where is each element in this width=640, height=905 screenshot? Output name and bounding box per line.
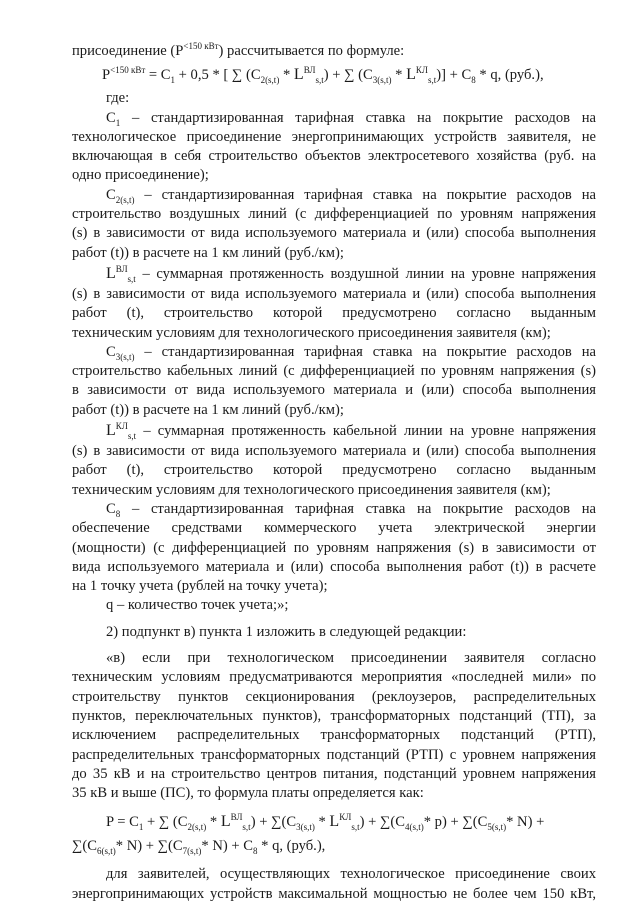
text-line: пунктов, переключательных пунктов), трансформаторных подстанций (ТП), за bbox=[72, 707, 596, 724]
text-line: энергопринимающих устройств максимальной мощностью не более чем 150 кВт, bbox=[72, 885, 596, 902]
text-line: одно присоединение); bbox=[72, 167, 209, 184]
text-line: $C_{3(s,t)}$ – стандартизированная тарифная ставка на покрытие расходов на bbox=[106, 343, 596, 362]
text-line: обеспечение средствами коммерческого учета электрической энергии bbox=[72, 520, 596, 537]
text-line: вида используемого материала и (или) способа выполнения работ (t)) в расчете bbox=[72, 558, 596, 575]
text-line: $C_1$ – стандартизированная тарифная ставка на покрытие расходов на bbox=[106, 109, 596, 128]
text-line: на 1 точку учета (рублей на точку учета); bbox=[72, 578, 328, 595]
text-line: (мощности) (с дифференциацией по уровням напряжения (s) в зависимости от bbox=[72, 539, 596, 556]
text-line: для заявителей, осуществляющих технологическое присоединение своих bbox=[106, 866, 596, 883]
text-line: $L^{ВЛ}_{s,t}$ – суммарная протяженность воздушной линии на уровне напряжения bbox=[106, 264, 596, 284]
text-line: $C_8$ – стандартизированная тарифная ставка на покрытие расходов на bbox=[106, 500, 596, 519]
text-line: присоединение $(P^{<150 кВт})$ рассчитывается по формуле: bbox=[72, 41, 405, 59]
text-line: (s) в зависимости от вида используемого материала и (или) способа выполнения bbox=[72, 285, 596, 302]
text-line: 2) подпункт в) пункта 1 изложить в следующей редакции: bbox=[106, 623, 467, 640]
text-line: в зависимости от вида используемого материала и (или) способа выполнения bbox=[72, 382, 596, 399]
text-line: $C_{2(s,t)}$ – стандартизированная тарифная ставка на покрытие расходов на bbox=[106, 186, 596, 205]
text-line: техническим условиям предусматриваются мероприятия «последней мили» по bbox=[72, 669, 596, 686]
text-line: технологическое присоединение энергопринимающих устройств заявителя, не bbox=[72, 128, 596, 145]
text-line: (s) в зависимости от вида используемого материала и (или) способа выполнения bbox=[72, 225, 596, 242]
text-line: работ (t), строительство которой предусмотрено согласно выданным bbox=[72, 305, 596, 322]
text-line: техническим условиям для технологического присоединения заявителя (км); bbox=[72, 481, 551, 498]
text-line: техническим условиям для технологического присоединения заявителя (км); bbox=[72, 324, 551, 341]
formula-1: $P^{<150 кВт} = C_1 + 0,5$ * [ ∑ $(C_{2(s,t)} * L^{ВЛ}_{s,t})$ + ∑ $(C_{3(s,t)} * L^{КЛ}_{s,t})] + C_8 * q$, (руб.), bbox=[102, 65, 544, 86]
text-line: строительство кабельных линий (с дифференциацией по уровням напряжения (s) bbox=[72, 363, 596, 380]
text-line: до 35 кВ и на строительство центров питания, подстанций уровнем напряжения bbox=[72, 765, 596, 782]
text-line: $L^{КЛ}_{s,t}$ – суммарная протяженность кабельной линии на уровне напряжения bbox=[106, 421, 596, 441]
formula-2-line-1: $P = C_1$ + ∑ $(C_{2(s,t)} * L^{ВЛ}_{s,t}) + \sum(C_{3(s,t)} * L^{КЛ}_{s,t}) + \sum(C_{4(s,t)}*$ $p) + \sum(C_{5(s,t)}*$ N) + bbox=[106, 812, 545, 833]
text-line: «в) если при технологическом присоединении заявителя согласно bbox=[106, 650, 596, 667]
text-line: включающая в себя строительство объектов электросетевого хозяйства (руб. на bbox=[72, 148, 596, 165]
text-line: строительству пунктов секционирования (реклоузеров, распределительных bbox=[72, 688, 596, 705]
text-line: работ (t)) в расчете на 1 км линий (руб./км); bbox=[72, 244, 344, 261]
text-line: строительство воздушных линий (с дифференциацией по уровням напряжения bbox=[72, 206, 596, 223]
text-line: работ (t), строительство которой предусмотрено согласно выданным bbox=[72, 462, 596, 479]
text-line: (s) в зависимости от вида используемого материала и (или) способа выполнения bbox=[72, 443, 596, 460]
formula-2-line-2: $\sum(C_{6(s,t)}*$ $N) + \sum(C_{7(s,t)}*$ $N) + C_8 * q$, (руб.), bbox=[72, 838, 326, 857]
text-line: 35 кВ и выше (ПС), то формула платы определяется как: bbox=[72, 785, 424, 802]
text-line: где: bbox=[106, 90, 130, 107]
text-line: исключением распределительных трансформаторных подстанций (РТП), bbox=[72, 727, 596, 744]
text-line: распределительных трансформаторных подстанций (РТП) с уровнем напряжения bbox=[72, 746, 596, 763]
document-page bbox=[72, 42, 596, 904]
text-line: q – количество точек учета;»; bbox=[106, 597, 289, 614]
text-line: работ (t)) в расчете на 1 км линий (руб./км); bbox=[72, 401, 344, 418]
